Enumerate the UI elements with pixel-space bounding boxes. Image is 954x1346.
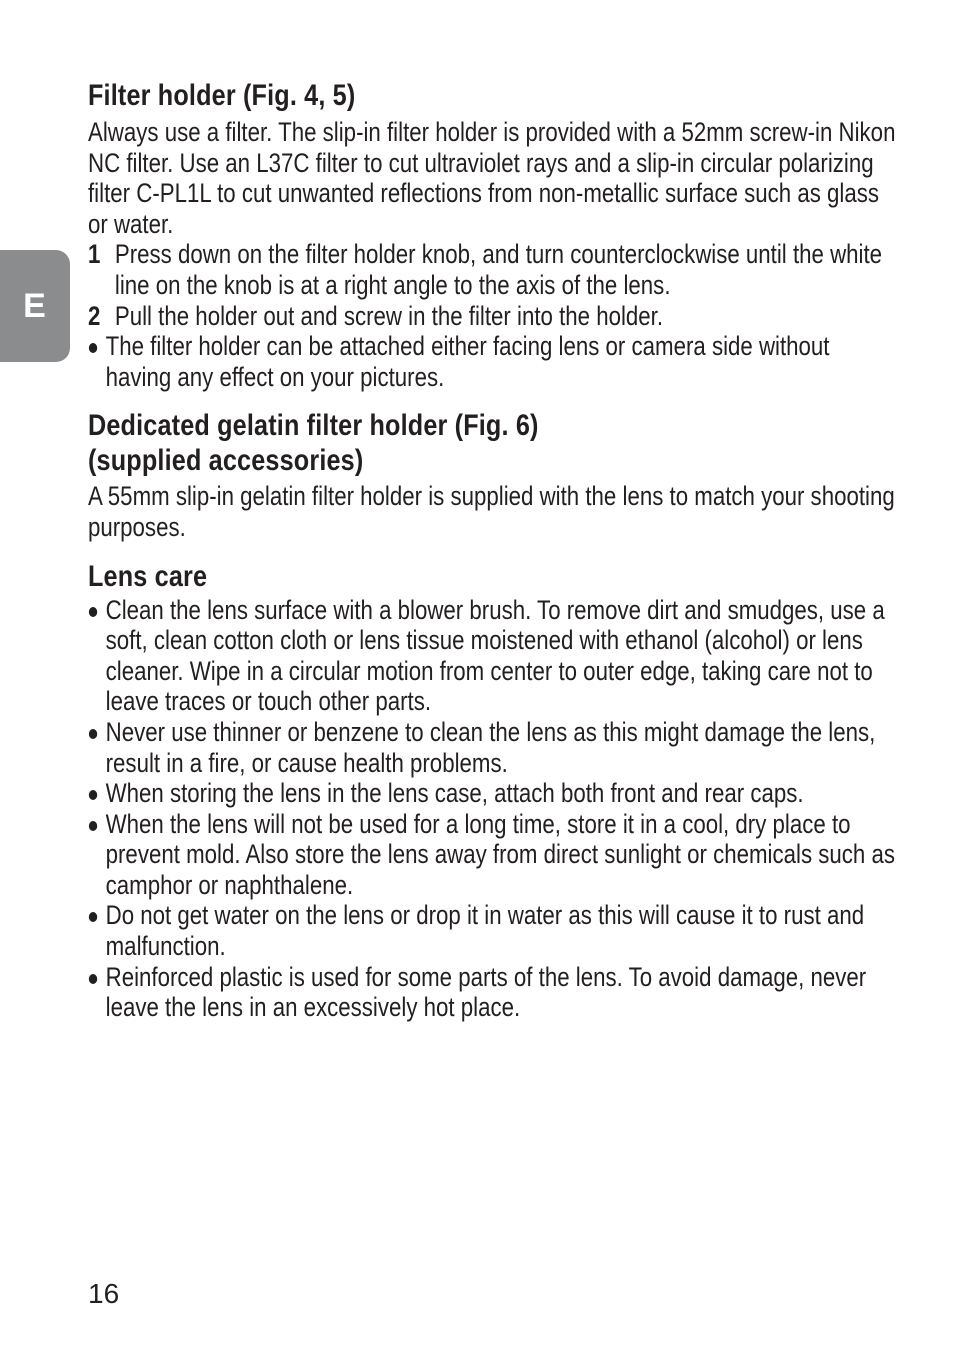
lens-care-section (88, 559, 900, 1023)
filter-holder-section (88, 78, 900, 392)
lens-care-list (88, 595, 900, 1023)
text-column (88, 78, 900, 1023)
gelatin-heading-line1: Dedicated gelatin filter holder (Fig. 6) (88, 409, 539, 443)
lens-care-heading: Lens care (88, 559, 208, 593)
bullet-item: Reinforced plastic is used for some parts of the lens. To avoid damage, never leave the lens in an excessively hot place. (88, 962, 900, 1023)
step-item (88, 301, 900, 332)
filter-holder-heading: Filter holder (Fig. 4, 5) (88, 79, 356, 112)
gelatin-filter-section (88, 408, 900, 542)
step-number: 1 (88, 239, 101, 270)
bullet-item: Never use thinner or benzene to clean the lens as this might damage the lens, result in a fire, or cause health problems. (88, 717, 900, 778)
bullet-item: When storing the lens in the lens case, attach both front and rear caps. (88, 778, 900, 809)
bullet-item: Clean the lens surface with a blower brush. To remove dirt and smudges, use a soft, clean cotton cloth or lens tissue moistened with ethanol (alcohol) or lens cleaner. Wipe in a circular motion from center to outer edge, taking care not to leave traces or touch other parts. (88, 595, 900, 717)
step-text: Pull the holder out and screw in the filter into the holder. (114, 300, 664, 331)
bullet-item: The filter holder can be attached either facing lens or camera side without having any effect on your pictures. (88, 331, 900, 392)
step-number: 2 (88, 300, 101, 331)
gelatin-heading-line2: (supplied accessories) (88, 444, 364, 478)
filter-holder-intro: Always use a filter. The slip-in filter holder is provided with a 52mm screw-in Nikon NC filter. Use an L37C filter to cut ultraviolet rays and a slip-in circular polarizing filter C-PL1L to cut unwanted reflections from non-metallic surface such as glass or water. (88, 117, 896, 239)
gelatin-body: A 55mm slip-in gelatin filter holder is supplied with the lens to match your shooting purposes. (88, 481, 895, 542)
gelatin-heading (88, 408, 900, 478)
bullet-item: Do not get water on the lens or drop it in water as this will cause it to rust and malfunction. (88, 900, 900, 961)
language-tab-label: E (23, 286, 47, 325)
step-text: Press down on the filter holder knob, and turn counterclockwise until the white line on the knob is at a right angle to the axis of the lens. (114, 239, 883, 300)
step-item (88, 239, 900, 300)
bullet-item: When the lens will not be used for a long time, store it in a cool, dry place to prevent mold. Also store the lens away from direct sunlight or chemicals such as camphor or naphthalene. (88, 809, 900, 901)
language-tab (0, 250, 70, 362)
filter-holder-notes (88, 331, 900, 392)
page-content (88, 78, 900, 1023)
page-number: 16 (88, 1278, 120, 1309)
filter-holder-steps (88, 239, 900, 331)
